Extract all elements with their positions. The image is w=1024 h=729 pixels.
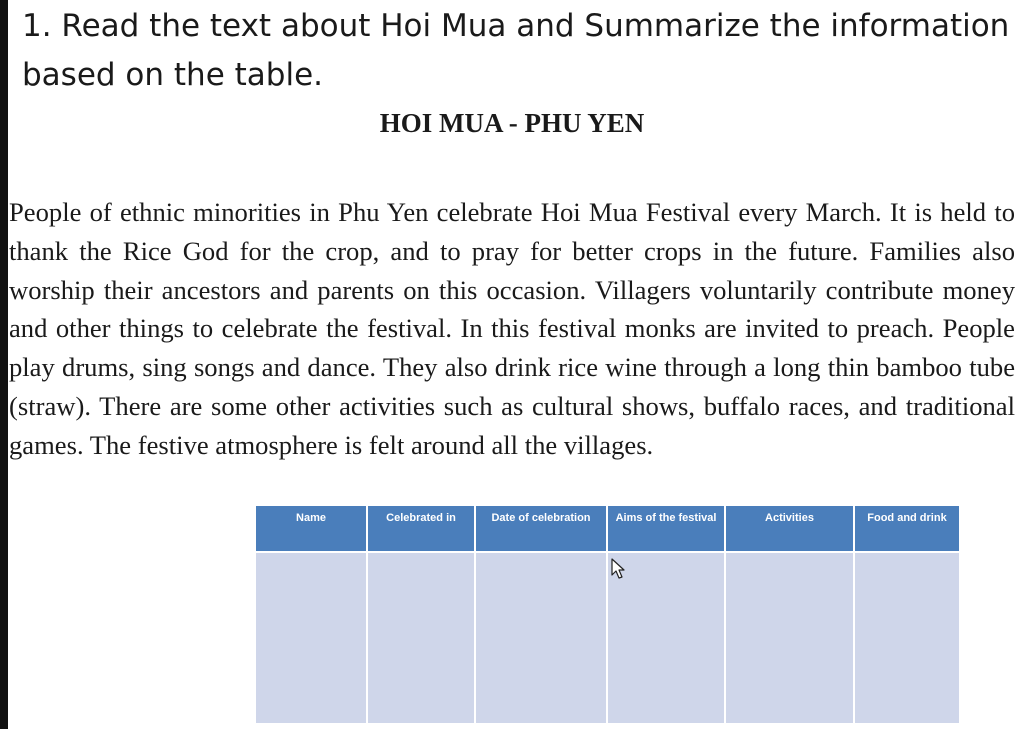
mouse-pointer-icon	[611, 558, 627, 580]
table-row	[256, 552, 959, 723]
question-text: 1. Read the text about Hoi Mua and Summarize the information based on the table.	[22, 8, 1010, 93]
header-date-of-celebration: Date of celebration	[475, 506, 607, 552]
passage-text: People of ethnic minorities in Phu Yen celebrate Hoi Mua Festival every March. It is held to thank the Rice God for the crop, and to pray for better crops in the future. Families also worship their ancestors and parents on this occasion. Villagers voluntarily contribute money and other things to celebrate the festival. In this festival monks are invited to preach. People play drums, sing songs and dance. They also drink rice wine through a long thin bamboo tube (straw). There are some other activities such as cultural shows, buffalo races, and traditional games. The festive atmosphere is felt around all the villages.	[9, 197, 1015, 460]
cell-food-and-drink[interactable]	[854, 552, 959, 723]
table-header-row	[256, 506, 959, 552]
header-food-and-drink: Food and drink	[854, 506, 959, 552]
cell-activities[interactable]	[725, 552, 854, 723]
header-celebrated-in: Celebrated in	[367, 506, 475, 552]
header-aims-of-the-festival: Aims of the festival	[607, 506, 725, 552]
header-activities: Activities	[725, 506, 854, 552]
passage-title: HOI MUA - PHU YEN	[379, 108, 645, 138]
cell-date-of-celebration[interactable]	[475, 552, 607, 723]
summary-table	[256, 506, 959, 723]
header-name: Name	[256, 506, 367, 552]
cell-name[interactable]	[256, 552, 367, 723]
cell-celebrated-in[interactable]	[367, 552, 475, 723]
